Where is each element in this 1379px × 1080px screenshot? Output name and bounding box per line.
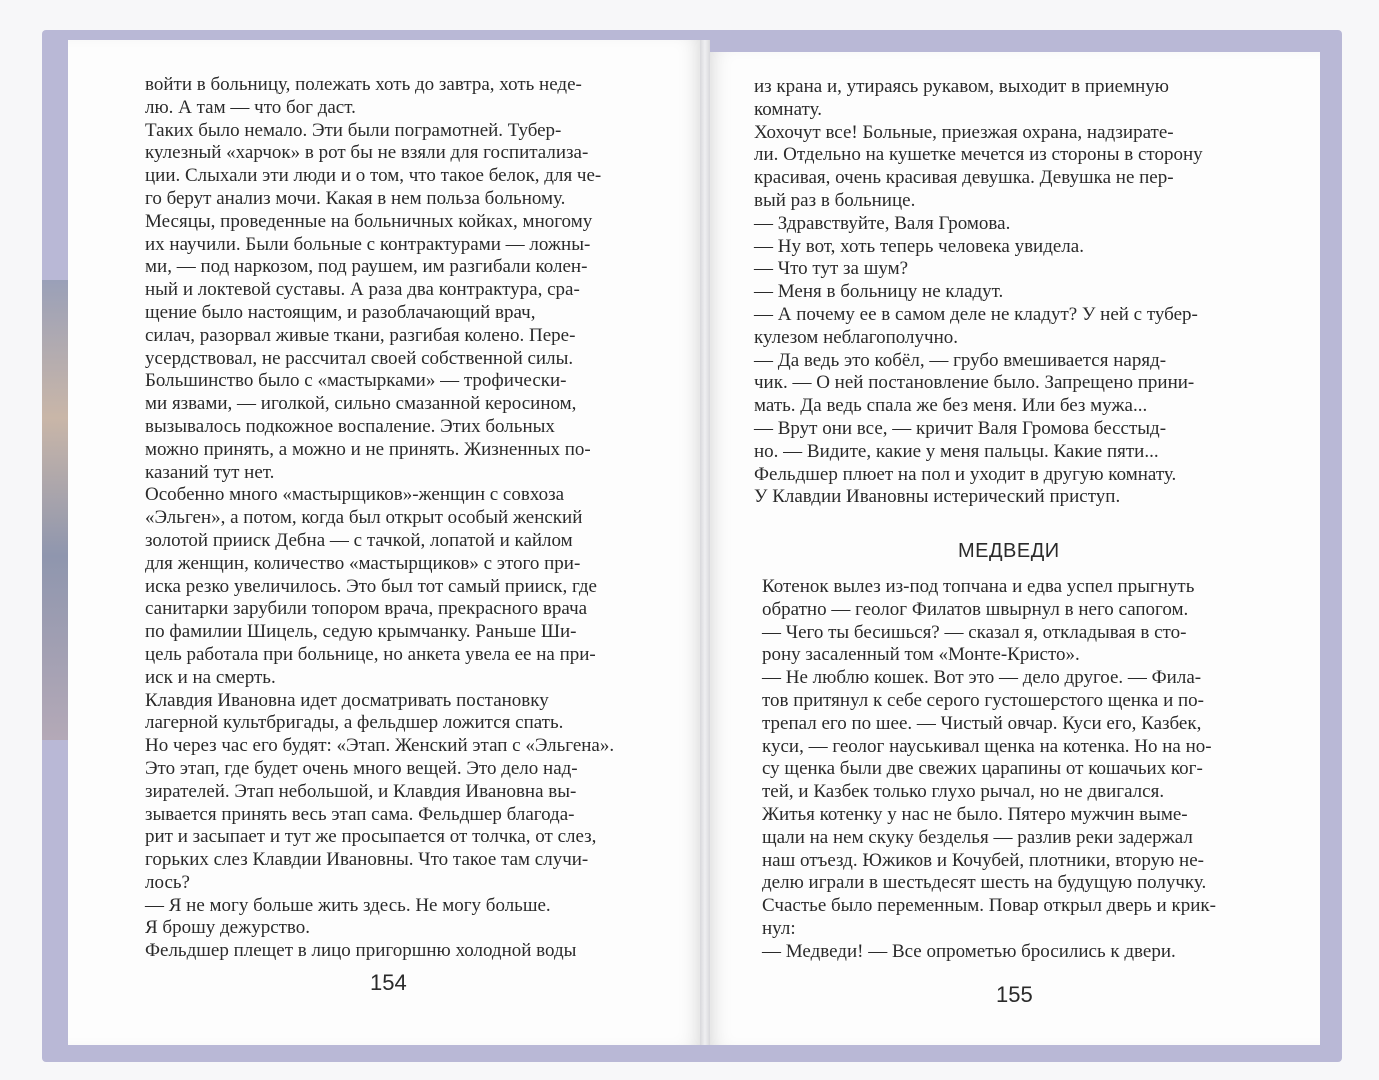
right-text-line: — Меня в больницу не кладут.	[754, 281, 1004, 303]
left-text-line: — Я не могу больше жить здесь. Не могу больше.	[145, 894, 551, 916]
right-page-text-top	[754, 76, 1203, 509]
left-text-line: усердствовал, не рассчитал своей собственной силы.	[145, 347, 574, 369]
left-text-line: лось?	[145, 871, 190, 893]
right-text-line: красивая, очень красивая девушка. Девушка не пер-	[754, 167, 1174, 189]
left-text-line: Особенно много «мастырщиков»-женщин с совхоза	[145, 484, 565, 506]
left-text-line: Это этап, где будет очень много вещей. Это дело над-	[145, 757, 578, 779]
left-text-line: золотой прииск Дебна — с тачкой, лопатой и кайлом	[145, 529, 573, 551]
left-text-line: по фамилии Шицель, седую крымчанку. Раньше Ши-	[145, 621, 577, 643]
right-text-line: су щенка были две свежих царапины от кошачьих ког-	[762, 758, 1203, 780]
right-text-line: — Да ведь это кобёл, — грубо вмешивается наряд-	[754, 349, 1167, 371]
right-text-line: — Медведи! — Все опрометью бросились к двери.	[762, 940, 1176, 962]
right-text-line: делю играли в шестьдесят шесть на будущую получку.	[762, 872, 1207, 894]
right-text-line: Счастье было переменным. Повар открыл дверь и крик-	[762, 895, 1216, 917]
left-text-line: Месяцы, проведенные на больничных койках, многому	[145, 210, 593, 232]
left-text-line: Но через час его будят: «Этап. Женский этап с «Эльгена».	[145, 735, 615, 757]
left-text-line: зирателей. Этап небольшой, и Клавдия Ивановна вы-	[145, 780, 577, 802]
right-text-line: чик. — О ней постановление было. Запрещено прини-	[754, 372, 1195, 394]
right-text-line: У Клавдии Ивановны истерический приступ.	[754, 486, 1121, 508]
right-text-line: из крана и, утираясь рукавом, выходит в приемную	[754, 76, 1169, 97]
book-gutter	[700, 40, 710, 1045]
left-text-line: цель работала при больнице, но анкета увела ее на при-	[145, 643, 596, 665]
left-text-line: санитарки зарубили топором врача, прекрасного врача	[145, 598, 588, 620]
right-text-line: Фельдшер плюет на пол и уходит в другую комнату.	[754, 463, 1177, 485]
right-text-line: обратно — геолог Филатов швырнул в него сапогом.	[762, 598, 1189, 620]
right-text-line: наш отъезд. Южиков и Кочубей, плотники, вторую не-	[762, 849, 1204, 871]
left-text-line: Большинство было с «мастырками» — трофически-	[145, 370, 567, 392]
right-text-line: вый раз в больнице.	[754, 189, 916, 211]
right-text-line: Хохочут все! Больные, приезжая охрана, надзирате-	[754, 121, 1174, 143]
left-text-line: щение было настоящим, и разоблачающий врач,	[145, 301, 536, 323]
right-text-line: тов притянул к себе серого густошерстого щенка и по-	[762, 689, 1204, 711]
left-text-line: лю. А там — что бог даст.	[145, 96, 356, 118]
chapter-heading: МЕДВЕДИ	[958, 540, 1060, 562]
right-text-line: тей, и Казбек только глухо рычал, но не двигался.	[762, 781, 1165, 803]
right-text-line: — Здравствуйте, Валя Громова.	[754, 212, 1011, 234]
left-text-line: иск и на смерть.	[145, 666, 276, 688]
right-text-line: комнату.	[754, 98, 822, 120]
left-text-line: Я брошу дежурство.	[145, 917, 311, 939]
left-text-line: Клавдия Ивановна идет досматривать постановку	[145, 689, 549, 711]
left-text-line: для женщин, количество «мастырщиков» с этого при-	[145, 552, 581, 574]
right-page-number: 155	[996, 982, 1033, 1007]
left-text-line: иска резко увеличилось. Это был тот самый прииск, где	[145, 575, 597, 597]
right-text-line: — Ну вот, хоть теперь человека увидела.	[754, 235, 1084, 257]
right-text-line: — Что тут за шум?	[754, 258, 909, 280]
left-text-line: кулезный «харчок» в рот бы не взяли для госпитализа-	[145, 142, 589, 164]
right-text-line: щали на нем скуку безделья — разлив реки задержал	[762, 826, 1193, 848]
left-text-line: их научили. Были больные с контрактурами — ложны-	[145, 233, 591, 255]
left-page-text	[145, 74, 614, 963]
right-text-line: — Не люблю кошек. Вот это — дело другое. — Фила-	[762, 667, 1202, 689]
right-text-line: рону засаленный том «Монте-Кристо».	[762, 644, 1080, 666]
right-page-text-bottom	[762, 576, 1216, 964]
left-text-line: ми, — под наркозом, под раушем, им разгибали колен-	[145, 256, 588, 278]
right-text-line: трепал его по шее. — Чистый овчар. Куси его, Казбек,	[762, 712, 1202, 734]
left-text-line: ный и локтевой суставы. А раза два контрактура, сра-	[145, 279, 580, 301]
left-text-line: Таких было немало. Эти были пограмотней. Тубер-	[145, 119, 562, 141]
right-text-line: мать. Да ведь спала же без меня. Или без мужа...	[754, 395, 1148, 417]
left-text-line: лагерной культбригады, а фельдшер ложится спать.	[145, 712, 564, 734]
right-text-line: но. — Видите, какие у меня пальцы. Какие пяти...	[754, 440, 1159, 462]
left-text-line: го берут анализ мочи. Какая в нем польза больному.	[145, 187, 566, 209]
left-text-line: казаний тут нет.	[145, 461, 275, 483]
left-text-line: вызывалось подкожное воспаление. Этих больных	[145, 415, 555, 437]
left-text-line: ции. Слыхали эти люди и о том, что такое белок, для че-	[145, 165, 602, 187]
left-text-line: можно принять, а можно и не принять. Жизненных по-	[145, 438, 591, 460]
left-text-line: ми язвами, — иголкой, сильно смазанной керосином,	[145, 393, 577, 415]
left-text-line: Фельдшер плещет в лицо пригоршню холодной воды	[145, 940, 577, 962]
right-text-line: — Врут они все, — кричит Валя Громова бесстыд-	[754, 417, 1167, 439]
right-text-line: нул:	[762, 917, 796, 939]
right-text-line: ли. Отдельно на кушетке мечется из стороны в сторону	[754, 144, 1203, 166]
right-text-line: Житья котенку у нас не было. Пятеро мужчин выме-	[762, 803, 1188, 825]
left-text-line: зывается принять весь этап сама. Фельдшер благода-	[145, 803, 575, 825]
left-text-line: горьких слез Клавдии Ивановны. Что такое там случи-	[145, 849, 589, 871]
right-text-line: Котенок вылез из-под топчана и едва успел прыгнуть	[762, 576, 1195, 597]
left-page-number: 154	[370, 970, 407, 995]
right-text-line: — А почему ее в самом деле не кладут? У ней с тубер-	[754, 303, 1198, 325]
left-text-line: «Эльген», а потом, когда был открыт особый женский	[145, 507, 583, 529]
left-text-line: войти в больницу, полежать хоть до завтра, хоть неде-	[145, 74, 582, 95]
left-text-line: силач, разорвал живые ткани, разгибая колено. Пере-	[145, 324, 576, 346]
right-text-line: кулезом неблагополучно.	[754, 326, 958, 348]
right-text-line: куси, — геолог науськивал щенка на котенка. Но на но-	[762, 735, 1212, 757]
left-text-line: рит и засыпает и тут же просыпается от толчка, от слез,	[145, 826, 597, 848]
right-text-line: — Чего ты бесишься? — сказал я, откладывая в сто-	[762, 621, 1187, 643]
